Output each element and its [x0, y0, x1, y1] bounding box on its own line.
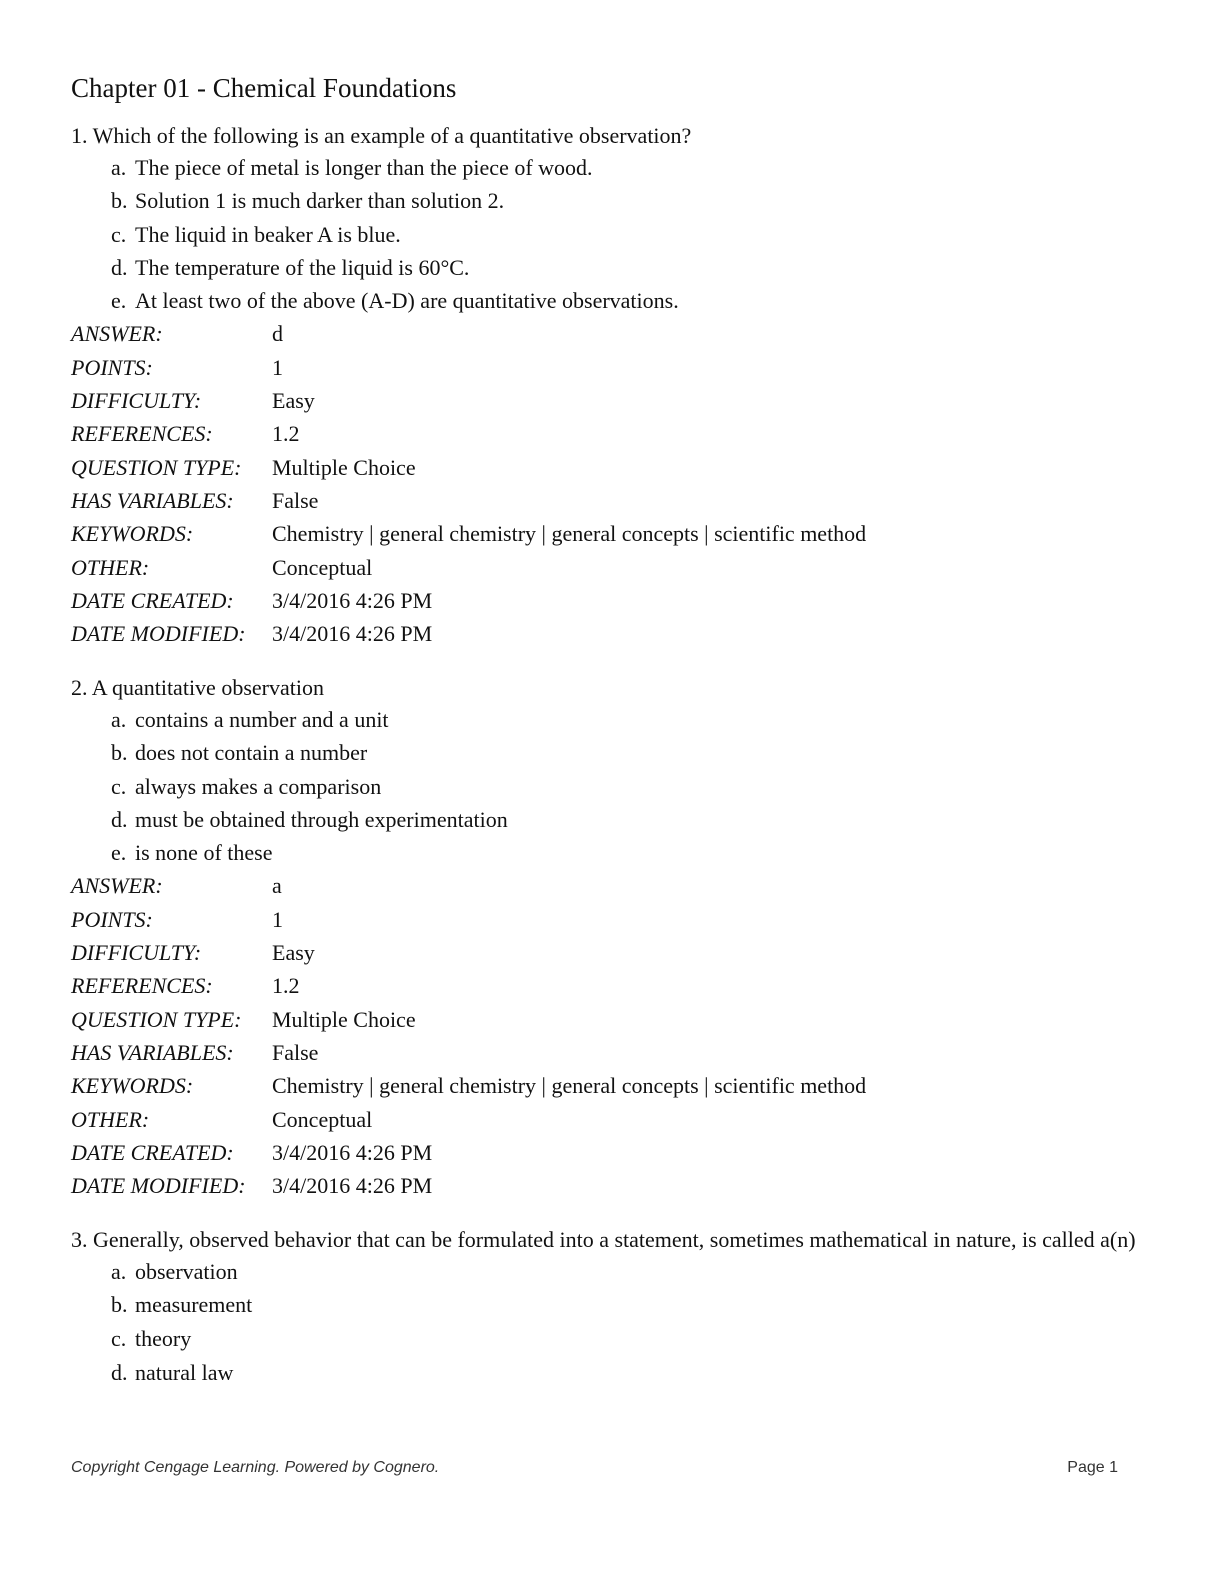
meta-label: DATE MODIFIED: [71, 1173, 246, 1199]
meta-points [71, 903, 1141, 936]
meta-references [71, 417, 1141, 450]
meta-difficulty [71, 384, 1141, 417]
choice-text: does not contain a number [135, 740, 368, 766]
meta-label: DATE MODIFIED: [71, 621, 246, 647]
choice-text: At least two of the above (A-D) are quantitative observations. [135, 288, 679, 314]
meta-label: REFERENCES: [71, 421, 213, 447]
choice-text: The temperature of the liquid is 60°C. [135, 254, 470, 280]
choice-letter: a. [111, 155, 127, 180]
meta-date-modified [71, 1169, 1141, 1202]
footer-page-number: Page 1 [1067, 1459, 1118, 1476]
meta-label: QUESTION TYPE: [71, 1006, 242, 1032]
meta-value: 1.2 [272, 421, 300, 447]
meta-value: 1.2 [272, 973, 300, 999]
meta-value: Multiple Choice [272, 1006, 416, 1032]
meta-label: QUESTION TYPE: [71, 454, 242, 480]
meta-value: 3/4/2016 4:26 PM [272, 1139, 433, 1165]
choice-letter: d. [111, 254, 128, 280]
choice-e [111, 284, 1141, 317]
meta-value: 1 [272, 906, 283, 932]
choice-a [111, 1255, 1141, 1288]
choice-letter: e. [111, 288, 127, 314]
meta-keywords [71, 1069, 1141, 1102]
meta-value: d [272, 321, 283, 347]
choice-text: observation [135, 1259, 238, 1284]
choice-b [111, 736, 1141, 769]
choice-text: contains a number and a unit [135, 707, 389, 732]
choice-letter: d. [111, 1359, 128, 1385]
meta-label: ANSWER: [71, 873, 163, 899]
answer-choices [111, 1255, 1141, 1389]
choice-text: The piece of metal is longer than the piece of wood. [135, 155, 593, 180]
meta-value: Conceptual [272, 554, 373, 580]
meta-value: 1 [272, 354, 283, 380]
meta-value: Easy [272, 388, 315, 414]
meta-label: KEYWORDS: [71, 521, 194, 547]
choice-letter: c. [111, 773, 127, 799]
meta-value: Easy [272, 940, 315, 966]
question-3 [71, 1226, 1141, 1389]
choice-text: always makes a comparison [135, 773, 382, 799]
choice-letter: c. [111, 221, 127, 247]
meta-value: False [272, 1039, 319, 1065]
answer-choices [111, 151, 1141, 317]
choice-text: measurement [135, 1292, 253, 1318]
meta-references [71, 969, 1141, 1002]
answer-choices [111, 703, 1141, 869]
meta-label: OTHER: [71, 554, 150, 580]
choice-letter: d. [111, 806, 128, 832]
choice-text: is none of these [135, 840, 273, 866]
choice-c [111, 1322, 1141, 1355]
choice-letter: c. [111, 1326, 127, 1352]
choice-letter: e. [111, 840, 127, 866]
choice-letter: a. [111, 707, 127, 732]
meta-points [71, 351, 1141, 384]
meta-label: KEYWORDS: [71, 1073, 194, 1099]
meta-value: Chemistry | general chemistry | general concepts | scientific method [272, 1073, 867, 1099]
meta-label: DIFFICULTY: [71, 940, 202, 966]
meta-label: ANSWER: [71, 321, 163, 347]
meta-label: DATE CREATED: [71, 587, 234, 613]
choice-text: theory [135, 1326, 192, 1352]
choice-c [111, 770, 1141, 803]
choice-c [111, 218, 1141, 251]
meta-question-type [71, 1003, 1141, 1036]
question-stem: 2. A quantitative observation [71, 675, 324, 700]
meta-value: 3/4/2016 4:26 PM [272, 621, 433, 647]
meta-keywords [71, 517, 1141, 550]
meta-answer [71, 869, 1141, 902]
meta-label: POINTS: [71, 906, 153, 932]
meta-has-variables [71, 1036, 1141, 1069]
meta-label: HAS VARIABLES: [71, 1039, 234, 1065]
question-2 [71, 674, 1141, 1202]
question-metadata [71, 869, 1141, 1202]
meta-label: DIFFICULTY: [71, 388, 202, 414]
question-metadata [71, 317, 1141, 650]
choice-d [111, 803, 1141, 836]
meta-value: False [272, 487, 319, 513]
meta-difficulty [71, 936, 1141, 969]
choice-letter: b. [111, 188, 128, 214]
choice-letter: b. [111, 740, 128, 766]
meta-value: Chemistry | general chemistry | general concepts | scientific method [272, 521, 867, 547]
footer-copyright: Copyright Cengage Learning. Powered by Cognero. [71, 1459, 440, 1476]
meta-other [71, 1103, 1141, 1136]
meta-date-created [71, 584, 1141, 617]
meta-value: 3/4/2016 4:26 PM [272, 1173, 433, 1199]
meta-answer [71, 317, 1141, 350]
meta-label: OTHER: [71, 1106, 150, 1132]
choice-d [111, 1356, 1141, 1389]
choice-letter: b. [111, 1292, 128, 1318]
meta-value: Multiple Choice [272, 454, 416, 480]
choice-letter: a. [111, 1259, 127, 1284]
choice-text: must be obtained through experimentation [135, 806, 508, 832]
page-title: Chapter 01 - Chemical Foundations [71, 73, 457, 103]
meta-question-type [71, 451, 1141, 484]
choice-a [111, 151, 1141, 184]
meta-value: Conceptual [272, 1106, 373, 1132]
choice-d [111, 251, 1141, 284]
meta-value: a [272, 873, 282, 899]
meta-label: DATE CREATED: [71, 1139, 234, 1165]
meta-label: REFERENCES: [71, 973, 213, 999]
meta-has-variables [71, 484, 1141, 517]
meta-other [71, 551, 1141, 584]
choice-a [111, 703, 1141, 736]
choice-text: Solution 1 is much darker than solution 2. [135, 188, 505, 214]
choice-e [111, 836, 1141, 869]
meta-label: HAS VARIABLES: [71, 487, 234, 513]
meta-date-created [71, 1136, 1141, 1169]
meta-label: POINTS: [71, 354, 153, 380]
question-stem: 1. Which of the following is an example of a quantitative observation? [71, 123, 692, 148]
meta-date-modified [71, 617, 1141, 650]
choice-b [111, 1288, 1141, 1322]
choice-text: The liquid in beaker A is blue. [135, 221, 401, 247]
meta-value: 3/4/2016 4:26 PM [272, 587, 433, 613]
choice-text: natural law [135, 1359, 234, 1385]
choice-b [111, 184, 1141, 217]
question-1 [71, 122, 1141, 650]
question-stem: 3. Generally, observed behavior that can be formulated into a statement, sometimes mathematical in nature, is called a(n) [71, 1227, 1136, 1252]
